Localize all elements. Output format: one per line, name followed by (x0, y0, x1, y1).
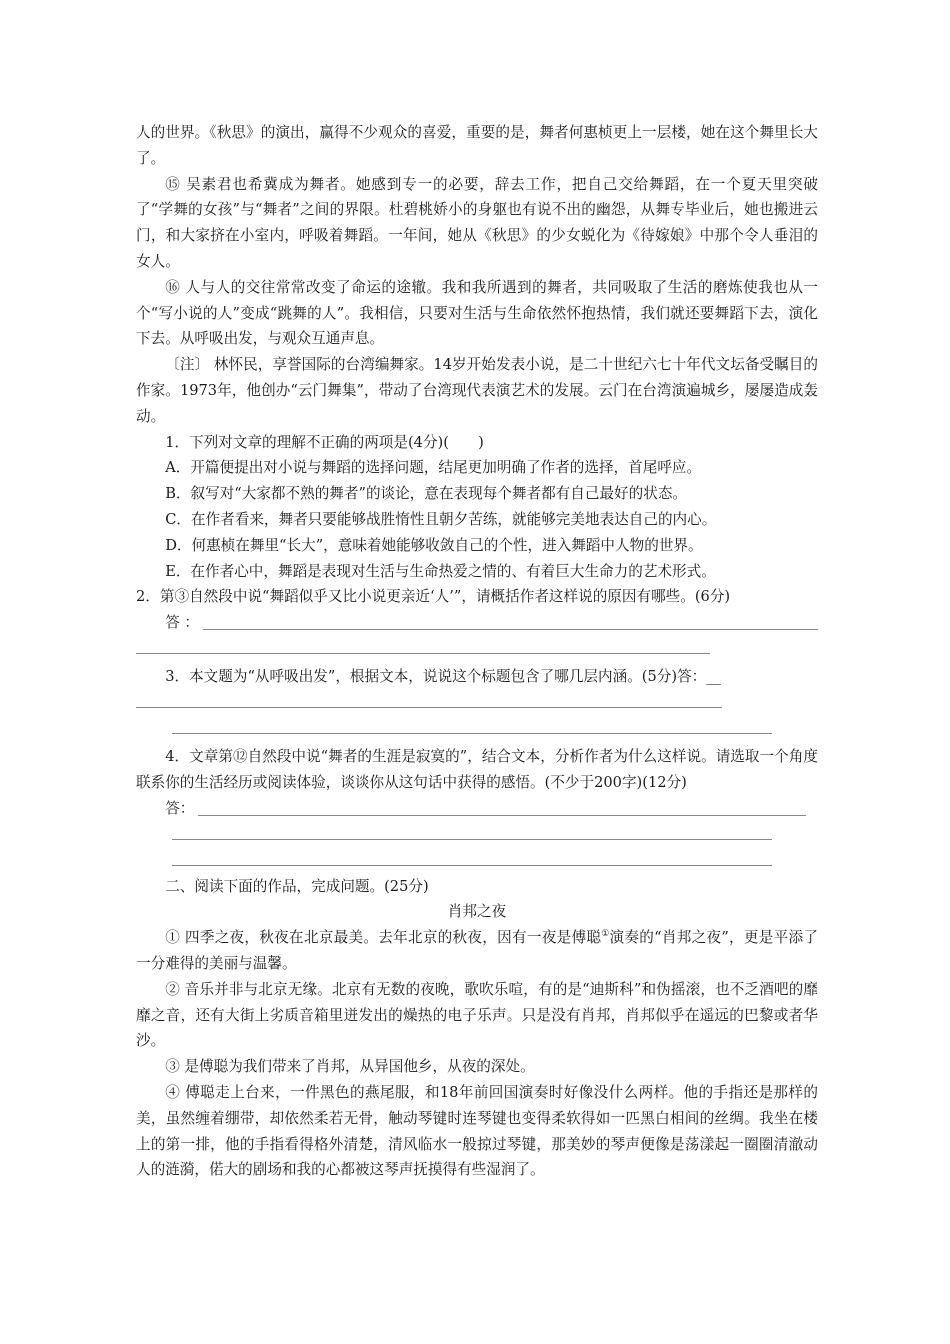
answer-blank-line[interactable] (136, 848, 818, 874)
paragraph-4: ④ 傅聪走上台来，一件黑色的燕尾服，和18年前回国演奏时好像没什么两样。他的手指还是那样的美，虽然缠着绷带，却依然柔若无骨，触动琴键时连琴键也变得柔软得如一匹黑白相间的丝绸。我坐在楼上的第一排，他的手指看得格外清楚，清风临水一般掠过琴键，那美妙的琴声便像是荡漾起一圈圈清澈动人的涟漪，偌大的剧场和我的心都被这琴声抚摸得有些湿润了。 (136, 1083, 818, 1179)
answer-label: 答 ： (165, 614, 200, 632)
exam-page (136, 120, 818, 1183)
answer-label: 答： (165, 799, 195, 817)
author-note: 〔注〕 林怀民，享誉国际的台湾编舞家。14岁开始发表小说，是二十世纪六七十年代文坛备受瞩目的作家。1973年，他创办“云门舞集”，带动了台湾现代表演艺术的发展。云门在台湾演遍城乡，屡屡造成轰动。 (136, 356, 818, 425)
footnote-marker: ① (601, 929, 610, 940)
option-a: A．开篇便提出对小说与舞蹈的选择问题，结尾更加明确了作者的选择，首尾呼应。 (165, 459, 702, 477)
section-2-heading: 二、阅读下面的作品，完成问题。(25分) (165, 877, 429, 895)
answer-blank-line[interactable] (136, 690, 818, 716)
question-1-stem: 1．下列对文章的理解不正确的两项是(4分)( ) (165, 433, 484, 451)
section-2 (136, 874, 818, 1184)
answer-line[interactable] (136, 610, 818, 636)
option-c: C．在作者看来，舞者只要能够战胜惰性且朝夕苦练，就能够完美地表达自己的内心。 (165, 510, 717, 528)
paragraph-15: ⑮ 吴素君也希冀成为舞者。她感到专一的必要，辞去工作，把自己交给舞蹈，在一个夏天里突破了“学舞的女孩”与“舞者”之间的界限。杜碧桃娇小的身躯也有说不出的幽怨，从舞专毕业后，她也搬进云门，和大家挤在小室内，呼吸着舞蹈。一年间，她从《秋思》的少女蜕化为《待嫁娘》中那个令人垂泪的女人。 (136, 175, 818, 270)
answer-underline (203, 615, 818, 630)
paragraph-2: ② 音乐并非与北京无缘。北京有无数的夜晚，歌吹乐喧，有的是“迪斯科”和伪摇滚，也不乏酒吧的靡靡之音，还有大街上劣质音箱里迸发出的燥热的电子乐声。只是没有肖邦，肖邦似乎在遥远的巴黎或者华沙。 (136, 980, 818, 1050)
answer-line[interactable] (136, 796, 818, 822)
option-e: E．在作者心中，舞蹈是表现对生活与生命热爱之情的、有着巨大生命力的艺术形式。 (165, 562, 716, 580)
passage-continued (136, 120, 818, 430)
question-3 (136, 664, 818, 742)
answer-underline (198, 801, 806, 816)
answer-blank-line[interactable] (136, 822, 818, 848)
article-title: 肖邦之夜 (447, 903, 507, 921)
paragraph: 人的世界。《秋思》的演出，赢得不少观众的喜爱，重要的是，舞者何惠桢更上一层楼，她在这个舞里长大了。 (136, 124, 818, 167)
paragraph-16: ⑯ 人与人的交往常常改变了命运的途辙。我和我所遇到的舞者，共同吸取了生活的磨炼使我也从一个“写小说的人”变成“跳舞的人”。我相信，只要对生活与生命依然怀抱热情，我们就还要舞蹈下去，演化下去。从呼吸出发，与观众互通声息。 (136, 278, 818, 348)
question-2 (136, 584, 818, 662)
question-4-stem: 4．文章第⑫自然段中说“舞者的生涯是寂寞的”，结合文本，分析作者为什么这样说。请选取一个角度联系你的生活经历或阅读体验，谈谈你从这句话中获得的感悟。(不少于200字)(12分) (136, 747, 818, 791)
question-2-stem: 2．第③自然段中说“舞蹈似乎又比小说更亲近‘人’”，请概括作者这样说的原因有哪些。(6分) (136, 588, 731, 606)
question-1 (136, 430, 818, 585)
question-3-stem: 3．本文题为“从呼吸出发”，根据文本，说说这个标题包含了哪几层内涵。(5分)答：__ (165, 668, 721, 686)
answer-blank-line[interactable] (136, 636, 818, 662)
paragraph-3: ③ 是傅聪为我们带来了肖邦，从异国他乡，从夜的深处。 (165, 1058, 535, 1076)
answer-blank-line[interactable] (136, 716, 818, 742)
option-d: D．何惠桢在舞里“长大”，意味着她能够收敛自己的个性，进入舞蹈中人物的世界。 (165, 536, 703, 554)
question-4 (136, 744, 818, 874)
paragraph-1: ① 四季之夜，秋夜在北京最美。去年北京的秋夜，因有一夜是傅聪①演奏的“肖邦之夜”，更是平添了一分难得的美丽与温馨。 (136, 929, 818, 972)
option-b: B．叙写对“大家都不熟的舞者”的谈论，意在表现每个舞者都有自己最好的状态。 (165, 485, 688, 503)
